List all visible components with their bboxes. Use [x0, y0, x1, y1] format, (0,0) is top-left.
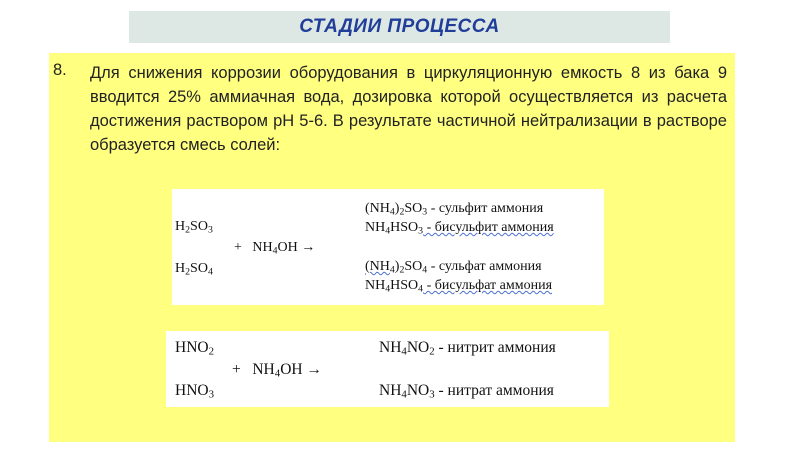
- content-panel: [49, 53, 735, 442]
- sulfur-reaction-box: [172, 189, 604, 305]
- product-ammonium-nitrate: $NH_4NO_3$ - нитрат аммония: [379, 382, 554, 401]
- reagent-nh4oh: + $NH_4OH$ →: [234, 240, 316, 257]
- reactant-hno2: $HNO_2$: [175, 339, 215, 358]
- page-title: СТАДИИ ПРОЦЕССА: [299, 16, 500, 37]
- title-bar: [129, 11, 670, 43]
- product-ammonium-bisulfate: $NH_4HSO_4$ - бисульфат аммония: [365, 278, 553, 295]
- product-ammonium-nitrite: $NH_4NO_2$ - нитрит аммония: [379, 339, 556, 358]
- product-ammonium-sulfate: $(NH_4)_2SO_4$ - сульфат аммония: [365, 259, 542, 276]
- reagent-nh4oh-2: + $NH_4OH$ →: [232, 361, 322, 380]
- reactant-hno3: $HNO_3$: [175, 382, 215, 401]
- nitrogen-reaction-box: [166, 331, 609, 407]
- product-ammonium-sulfite: $(NH_4)_2SO_3$ - сульфит аммония: [365, 201, 544, 218]
- reactant-h2so4: $H_2SO_4$: [175, 261, 213, 278]
- item-text: Для снижения коррозии оборудования в циркуляционную емкость 8 из бака 9 вводится 25% аммиачная вода, дозировка которой осуществляется из расчета достижения раствором рН 5-6. В результате частичной нейтрализации в растворе образуется смесь солей:: [90, 64, 727, 154]
- reactant-h2so3: $H_2SO_3$: [175, 219, 213, 236]
- product-ammonium-bisulfite: $NH_4HSO_3$ - бисульфит аммония: [365, 220, 554, 237]
- item-number: 8.: [53, 61, 67, 79]
